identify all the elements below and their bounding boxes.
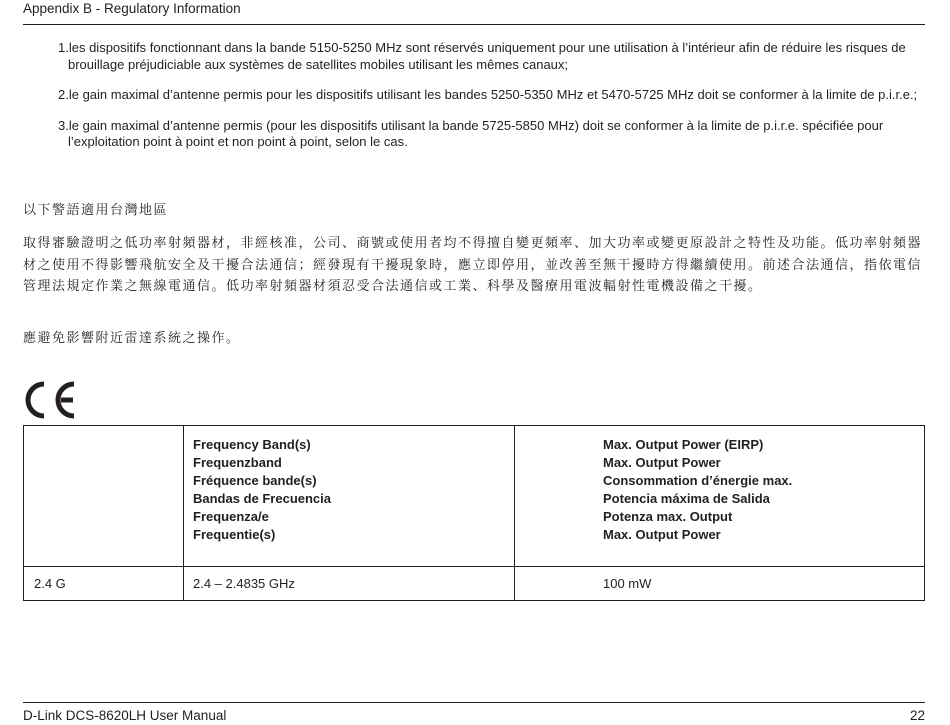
power-header-cell — [515, 426, 925, 567]
output-power-table — [23, 425, 925, 601]
band-cell: 2.4 G — [24, 567, 184, 601]
taiwan-warning-paragraph: 取得審驗證明之低功率射頻器材，非經核准，公司、商號或使用者均不得擅自變更頻率、加大功率或變更原設計之特性及功能。低功率射頻器材之使用不得影響飛航安全及干擾合法通信；經發現有干擾現象時，應立即停用，並改善至無干擾時方得繼續使用。前述合法通信，指依電信管理法規定作業之無線電通信。低功率射頻器材須忍受合法通信或工業、科學及醫療用電波輻射性電機設備之干擾。 — [23, 236, 923, 294]
frequency-cell: 2.4 – 2.4835 GHz — [184, 567, 515, 601]
french-rule-2: 2.le gain maximal d’antenne permis pour les dispositifs utilisant les bandes 5250-5350 MHz et 5470-5725 MHz doit se conformer à la limite de p.i.r.e.; — [58, 87, 918, 102]
footer-divider — [23, 702, 925, 703]
power-header-de: Max. Output Power — [603, 455, 721, 470]
power-header-es: Potencia máxima de Salida — [603, 491, 770, 506]
power-header-fr: Consommation d’énergie max. — [603, 473, 793, 488]
power-cell: 100 mW — [515, 567, 925, 601]
taiwan-warning-title: 以下警語適用台灣地區 — [23, 203, 169, 218]
header-divider — [23, 24, 925, 25]
frequency-header-nl: Frequentie(s) — [193, 527, 276, 542]
header-title: Appendix B - Regulatory Information — [23, 1, 241, 16]
power-header-en-eirp: Max. Output Power (EIRP) — [603, 437, 764, 452]
frequency-header-cell — [184, 426, 515, 567]
frequency-header-en: Frequency Band(s) — [193, 437, 311, 452]
power-header-nl: Max. Output Power — [603, 527, 721, 542]
page-number: 22 — [909, 708, 925, 723]
ce-mark-icon — [23, 380, 81, 420]
frequency-header-es: Bandas de Frecuencia — [193, 491, 331, 506]
french-rules-list — [58, 40, 920, 165]
table-row — [24, 567, 925, 601]
taiwan-radar-notice: 應避免影響附近雷達系統之操作。 — [23, 331, 241, 346]
footer-manual-title: D-Link DCS-8620LH User Manual — [23, 708, 227, 723]
power-header-it: Potenza max. Output — [603, 509, 733, 524]
table-header-row — [24, 426, 925, 567]
french-rule-3: 3.le gain maximal d’antenne permis (pour les dispositifs utilisant la bande 5725-5850 MHz) doit se conformer à la limite de p.i.r.e. spécifiée pour l’exploitation point à point et non point à point, selon le cas. — [58, 117, 884, 149]
frequency-header-fr: Fréquence bande(s) — [193, 473, 317, 488]
french-rule-1: 1.les dispositifs fonctionnant dans la bande 5150-5250 MHz sont réservés uniquement pour une utilisation à l’intérieur afin de réduire les risques de brouillage préjudiciable aux systèmes de satellites mobiles utilisant les mêmes canaux; — [58, 40, 906, 72]
frequency-header-de: Frequenzband — [193, 455, 282, 470]
frequency-header-it: Frequenza/e — [193, 509, 269, 524]
band-header-cell — [24, 426, 184, 567]
